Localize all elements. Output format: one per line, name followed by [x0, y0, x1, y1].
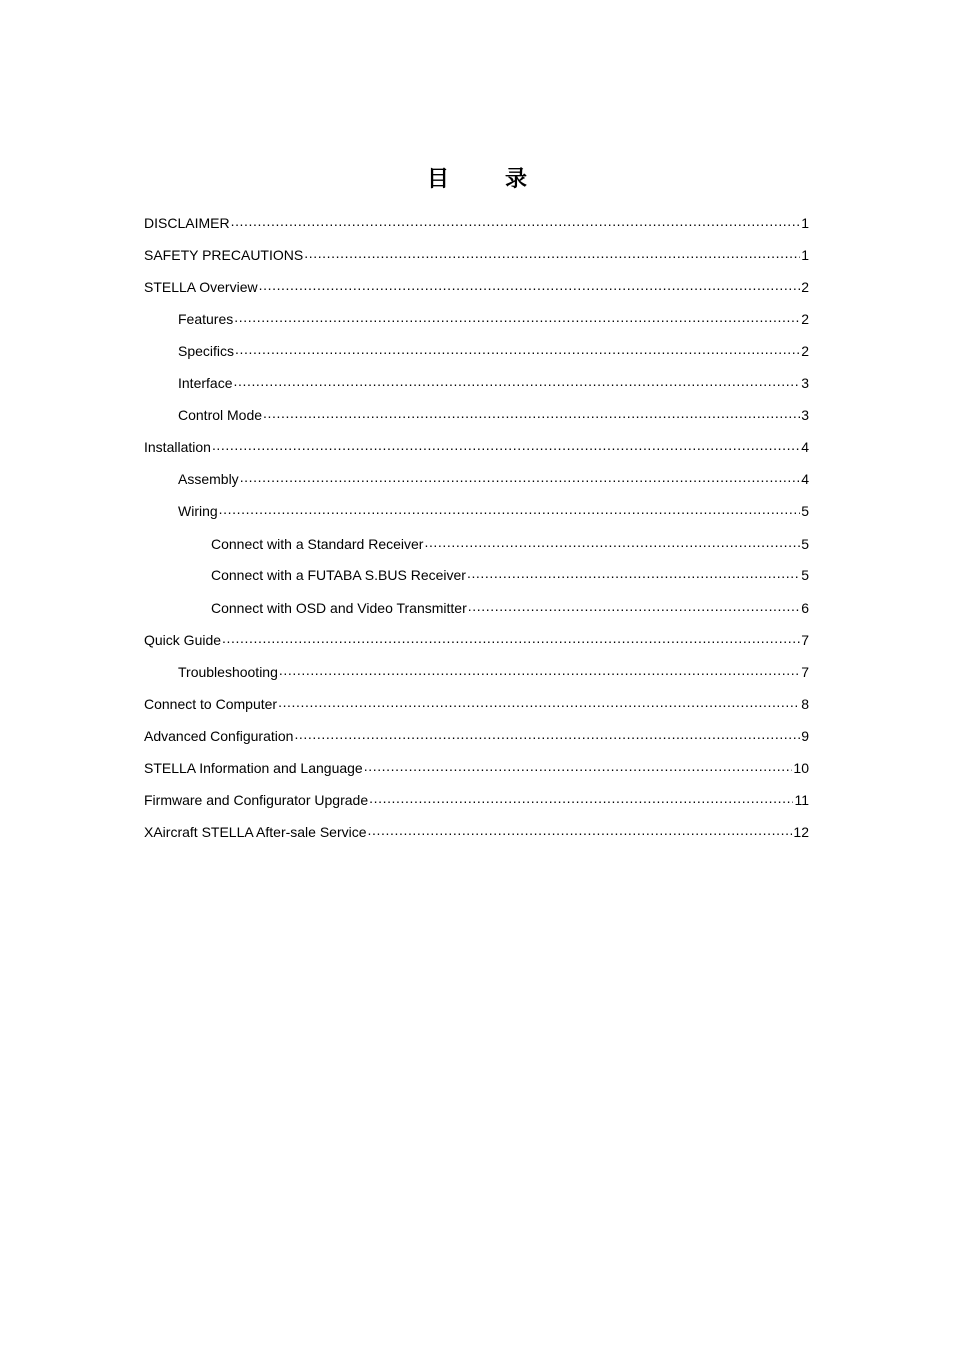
toc-entry-page: 7 [801, 664, 809, 680]
toc-leader-dots [424, 535, 800, 549]
toc-leader-dots [294, 727, 800, 741]
toc-entry-page: 10 [793, 760, 809, 776]
toc-entry-label: DISCLAIMER [144, 215, 230, 231]
toc-entry-label: Advanced Configuration [144, 728, 294, 744]
toc-entry-label: Interface [178, 375, 233, 391]
toc-leader-dots [233, 374, 800, 388]
toc-leader-dots [235, 342, 800, 356]
toc-entry-wiring[interactable] [144, 501, 809, 521]
toc-entry-page: 9 [801, 728, 809, 744]
toc-leader-dots [304, 246, 800, 260]
toc-entry-page: 5 [801, 503, 809, 519]
toc-entry-label: Installation [144, 439, 211, 455]
toc-entry-page: 3 [801, 407, 809, 423]
toc-entry-label: Connect with OSD and Video Transmitter [211, 600, 467, 616]
toc-entry-after-sale-service[interactable] [144, 822, 809, 842]
toc-entry-installation[interactable] [144, 437, 809, 457]
toc-entry-label: Specifics [178, 343, 235, 359]
toc-entry-futaba-sbus-receiver[interactable] [144, 565, 809, 585]
toc-entry-specifics[interactable] [144, 341, 809, 361]
toc-entry-standard-receiver[interactable] [144, 534, 809, 554]
toc-entry-safety-precautions[interactable] [144, 245, 809, 265]
toc-entry-label: Features [178, 311, 234, 327]
toc-title-char-2: 录 [505, 167, 528, 192]
toc-leader-dots [369, 791, 793, 805]
toc-leader-dots [240, 470, 801, 484]
toc-entry-page: 2 [801, 279, 809, 295]
toc-leader-dots [222, 631, 800, 645]
toc-entry-page: 6 [801, 600, 809, 616]
toc-entry-label: Assembly [178, 471, 239, 487]
toc-entry-interface[interactable] [144, 373, 809, 393]
toc-entry-page: 4 [801, 471, 809, 487]
toc-entry-label: SAFETY PRECAUTIONS [144, 247, 304, 263]
toc-leader-dots [219, 502, 801, 516]
toc-entry-page: 2 [801, 311, 809, 327]
toc-leader-dots [467, 566, 800, 580]
toc-leader-dots [263, 406, 800, 420]
toc-leader-dots [259, 278, 801, 292]
toc-leader-dots [231, 214, 801, 228]
toc-entry-connect-to-computer[interactable] [144, 694, 809, 714]
toc-entry-page: 5 [801, 536, 809, 552]
toc-leader-dots [278, 695, 800, 709]
toc-entry-firmware-upgrade[interactable] [144, 790, 809, 810]
toc-entry-quick-guide[interactable] [144, 630, 809, 650]
toc-entry-label: Connect with a Standard Receiver [211, 536, 424, 552]
toc-leader-dots [368, 823, 793, 837]
toc-entry-stella-overview[interactable] [144, 277, 809, 297]
toc-entry-page: 11 [794, 792, 809, 808]
toc-entry-label: Connect to Computer [144, 696, 278, 712]
toc-entry-page: 4 [801, 439, 809, 455]
toc-leader-dots [468, 599, 800, 613]
toc-entry-page: 1 [801, 247, 809, 263]
toc-entry-label: Troubleshooting [178, 664, 278, 680]
toc-entry-page: 5 [801, 567, 809, 583]
toc-leader-dots [279, 663, 800, 677]
toc-entry-page: 3 [801, 375, 809, 391]
toc-entry-osd-video-transmitter[interactable] [144, 598, 809, 618]
toc-entry-label: Firmware and Configurator Upgrade [144, 792, 369, 808]
toc-entry-page: 1 [801, 215, 809, 231]
toc-entry-label: Wiring [178, 503, 218, 519]
toc-entry-label: STELLA Information and Language [144, 760, 363, 776]
toc-entry-label: Quick Guide [144, 632, 222, 648]
toc-leader-dots [234, 310, 800, 324]
toc-entry-page: 12 [793, 824, 809, 840]
toc-entry-advanced-configuration[interactable] [144, 726, 809, 746]
toc-entry-label: STELLA Overview [144, 279, 258, 295]
toc-entry-stella-info-language[interactable] [144, 758, 809, 778]
toc-entry-troubleshooting[interactable] [144, 662, 809, 682]
toc-entry-disclaimer[interactable] [144, 213, 809, 233]
toc-entry-page: 2 [801, 343, 809, 359]
toc-title [0, 162, 954, 198]
toc-entry-page: 8 [801, 696, 809, 712]
toc-entry-assembly[interactable] [144, 469, 809, 489]
toc-entry-label: Connect with a FUTABA S.BUS Receiver [211, 567, 466, 583]
toc-entry-label: XAircraft STELLA After-sale Service [144, 824, 367, 840]
toc-title-char-1: 目 [426, 167, 449, 192]
toc-leader-dots [212, 438, 800, 452]
toc-entry-label: Control Mode [178, 407, 263, 423]
toc-entry-page: 7 [801, 632, 809, 648]
toc-leader-dots [364, 759, 793, 773]
toc-entry-features[interactable] [144, 309, 809, 329]
toc-entry-control-mode[interactable] [144, 405, 809, 425]
